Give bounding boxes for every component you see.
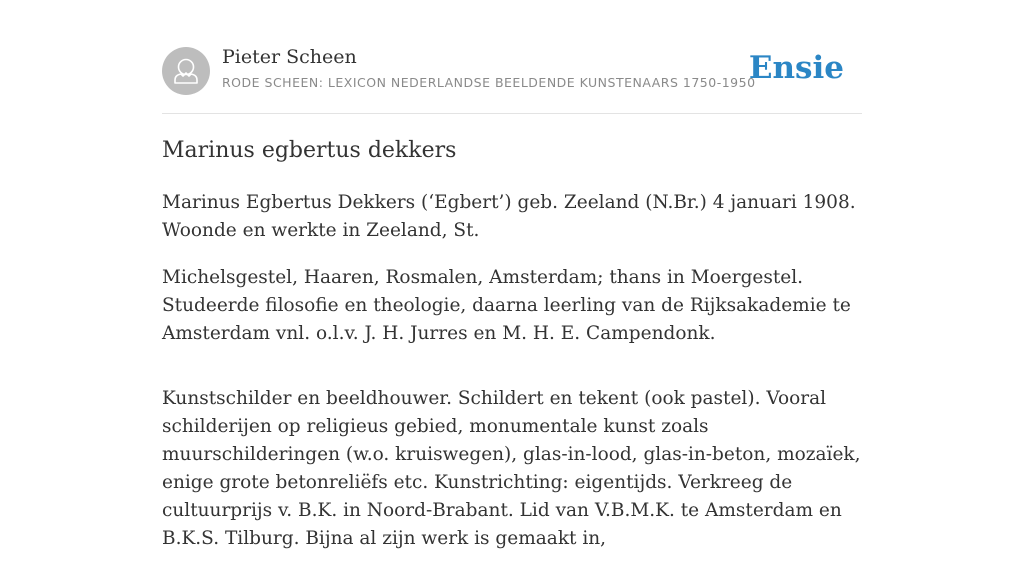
user-icon: [162, 47, 210, 95]
article-title: Marinus egbertus dekkers: [162, 138, 457, 163]
source-name[interactable]: RODE SCHEEN: LEXICON NEDERLANDSE BEELDENDE KUNSTENAARS 1750-1950: [222, 75, 756, 90]
author-name[interactable]: Pieter Scheen: [222, 46, 357, 68]
author-avatar[interactable]: [162, 47, 210, 95]
ensie-logo[interactable]: Ensie: [748, 50, 844, 86]
article-body: [162, 189, 862, 572]
article-paragraph: Kunstschilder en beeldhouwer. Schildert en tekent (ook pastel). Vooral schilderijen op religieus gebied, monumentale kunst zoals muurschilderingen (w.o. kruiswegen), glas-in-lood, glas-in-beton, mozaïek, enige grote betonreliëfs etc. Kunstrichting: eigentijds. Verkreeg de cultuurprijs v. B.K. in Noord-Brabant. Lid van V.B.M.K. te Amsterdam en B.K.S. Tilburg. Bijna al zijn werk is gemaakt in,: [162, 388, 861, 549]
article-paragraph: Marinus Egbertus Dekkers (‘Egbert’) geb. Zeeland (N.Br.) 4 januari 1908. Woonde en werkte in Zeeland, St.: [162, 192, 856, 241]
page-container: [162, 0, 862, 549]
article-paragraph: Michelsgestel, Haaren, Rosmalen, Amsterdam; thans in Moergestel. Studeerde filosofie en theologie, daarna leerling van de Rijksakademie te Amsterdam vnl. o.l.v. J. H. Jurres en M. H. E. Campendonk.: [162, 267, 851, 344]
header: [162, 0, 862, 114]
